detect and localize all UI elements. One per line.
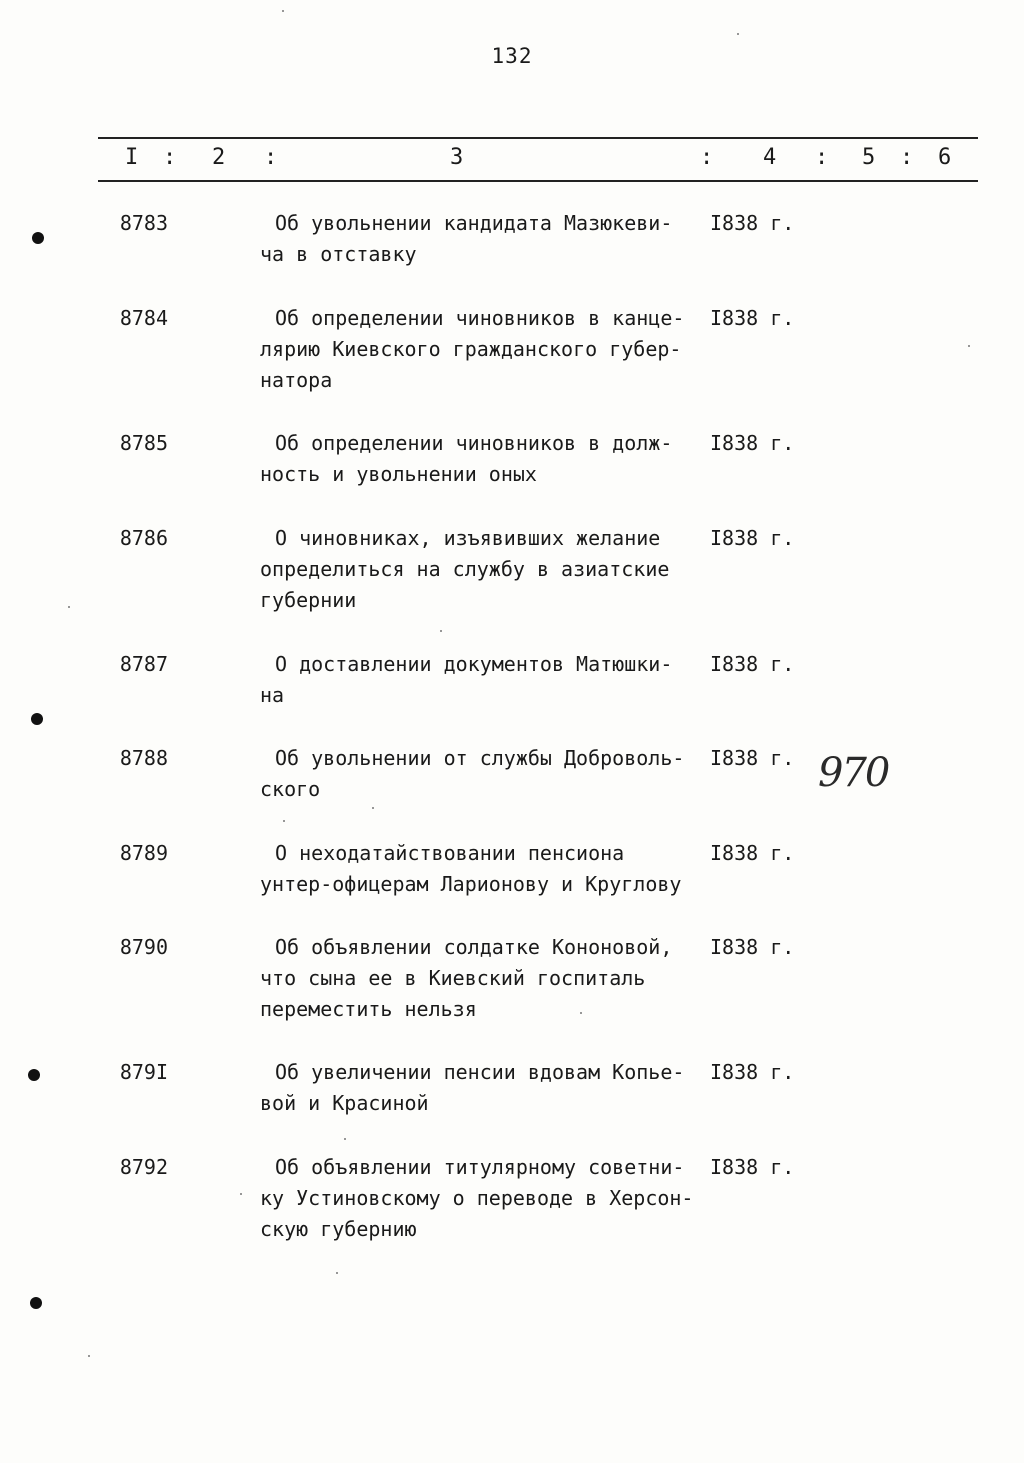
paper-speck [336, 1272, 338, 1274]
entry-description [260, 303, 710, 396]
entry-description-line: переместить нельзя [260, 997, 477, 1021]
entry-description [260, 649, 710, 711]
paper-speck [737, 33, 739, 35]
entry-year: I838 г. [710, 306, 795, 330]
paper-speck [88, 1355, 90, 1357]
entry-description [260, 743, 710, 805]
paper-speck [283, 820, 285, 822]
entry-number: 8785 [119, 431, 168, 455]
entry-year: I838 г. [710, 935, 795, 959]
entry-description [260, 428, 710, 490]
entry-description-line: Об увольнении кандидата Мазюкеви- [275, 211, 673, 235]
entry-year: I838 г. [710, 1155, 795, 1179]
paper-speck [282, 10, 284, 12]
entry-description-line: О неходатайствовании пенсиона [275, 841, 625, 865]
entry-description-line: Об объявлении солдатке Кононовой, [275, 935, 673, 959]
entry-description-line: вой и Красиной [260, 1091, 429, 1115]
entry-description [260, 838, 710, 900]
column-header-5: 5 [862, 145, 876, 170]
entry-description-line: губернии [260, 588, 357, 612]
paper-speck [580, 1012, 582, 1014]
entry-description [260, 208, 710, 270]
entry-number: 8790 [119, 935, 168, 959]
entry-number: 8792 [119, 1155, 168, 1179]
entry-description-line: О чиновниках, изъявивших желание [275, 526, 661, 550]
column-separator: : [163, 145, 177, 170]
entry-number: 8787 [119, 652, 168, 676]
entry-description [260, 1152, 710, 1245]
entry-description-line: Об увеличении пенсии вдовам Копье- [275, 1060, 685, 1084]
paper-speck [344, 1138, 346, 1140]
entry-description-line: что сына ее в Киевский госпиталь [260, 966, 646, 990]
paper-speck [372, 807, 374, 809]
column-header-2: 2 [212, 145, 226, 170]
entry-number: 8789 [119, 841, 168, 865]
entry-description-line: ность и увольнении оных [260, 462, 537, 486]
entry-description-line: ку Устиновскому о переводе в Херсон- [260, 1186, 694, 1210]
entry-number: 879I [119, 1060, 168, 1084]
entry-description-line: унтер-офицерам Ларионову и Круглову [260, 872, 682, 896]
paper-speck [440, 630, 442, 632]
entry-description [260, 932, 710, 1025]
punch-hole [31, 713, 43, 725]
entry-description-line: Об увольнении от службы Доброволь- [275, 746, 685, 770]
entry-description-line: натора [260, 368, 333, 392]
entry-description [260, 523, 710, 616]
entry-number: 8783 [119, 211, 168, 235]
entry-description-line: скую губернию [260, 1217, 417, 1241]
entry-description-line: Об объявлении титулярному советни- [275, 1155, 685, 1179]
entry-description-line: ского [260, 777, 321, 801]
paper-speck [68, 606, 70, 608]
paper-speck [968, 345, 970, 347]
header-rule-top [98, 137, 978, 139]
page-number: 132 [491, 44, 533, 68]
entry-year: I838 г. [710, 652, 795, 676]
handwritten-note: 970 [818, 750, 889, 796]
entry-year: I838 г. [710, 841, 795, 865]
entry-description-line: ча в отставку [260, 242, 417, 266]
entry-number: 8786 [119, 526, 168, 550]
column-header-3: 3 [450, 145, 464, 170]
column-header-4: 4 [763, 145, 777, 170]
entry-year: I838 г. [710, 431, 795, 455]
entry-number: 8788 [119, 746, 168, 770]
column-header-6: 6 [938, 145, 952, 170]
column-separator: : [700, 145, 714, 170]
column-header-1: I [125, 145, 139, 170]
punch-hole [28, 1069, 40, 1081]
entry-year: I838 г. [710, 1060, 795, 1084]
entry-description-line: на [260, 683, 285, 707]
entry-description-line: О доставлении документов Матюшки- [275, 652, 673, 676]
entry-description-line: лярию Киевского гражданского губер- [260, 337, 682, 361]
entry-description [260, 1057, 710, 1119]
column-separator: : [900, 145, 914, 170]
entry-number: 8784 [119, 306, 168, 330]
entry-year: I838 г. [710, 526, 795, 550]
column-separator: : [264, 145, 278, 170]
punch-hole [30, 1297, 42, 1309]
paper-speck [240, 1193, 242, 1195]
entry-description-line: определиться на службу в азиатские [260, 557, 670, 581]
punch-hole [32, 232, 44, 244]
header-rule-bottom [98, 180, 978, 182]
entry-description-line: Об определении чиновников в канце- [275, 306, 685, 330]
column-separator: : [815, 145, 829, 170]
entry-year: I838 г. [710, 211, 795, 235]
entry-year: I838 г. [710, 746, 795, 770]
entry-description-line: Об определении чиновников в долж- [275, 431, 673, 455]
